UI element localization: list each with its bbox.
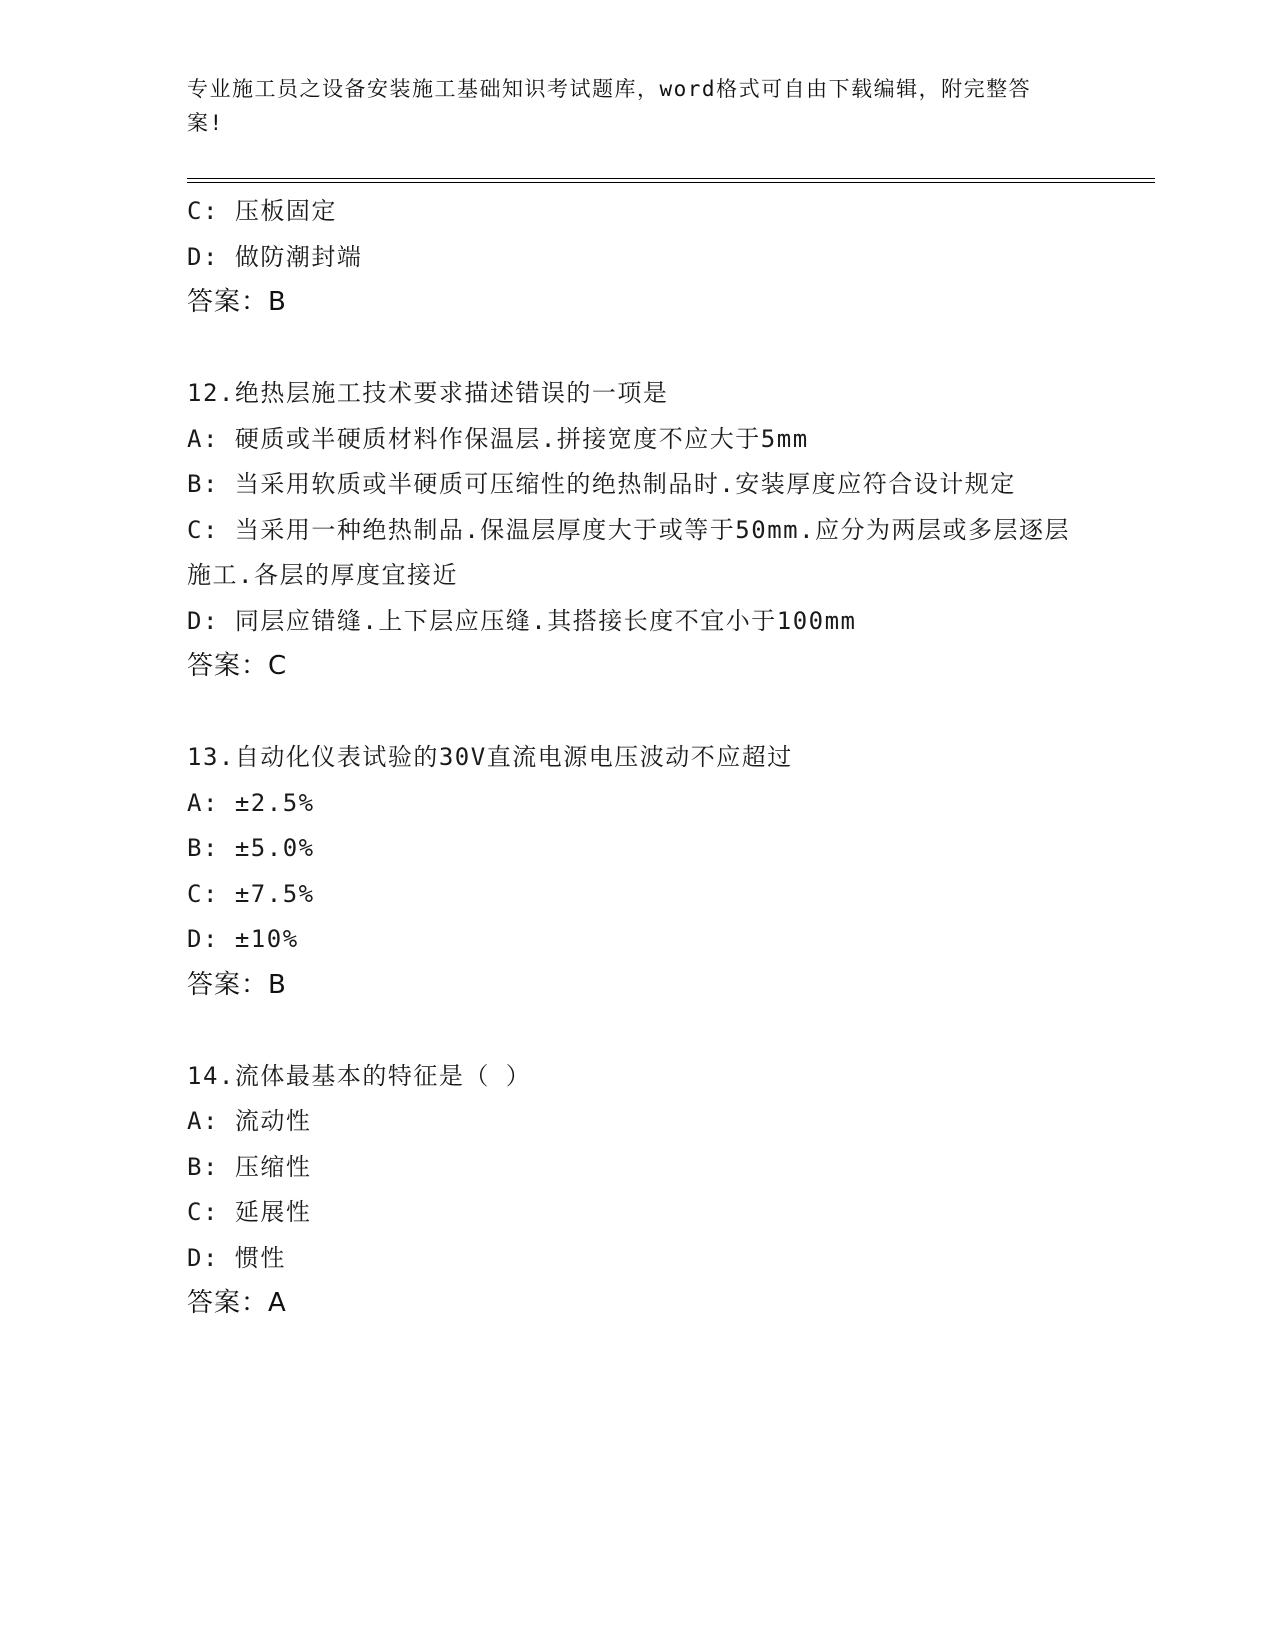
question-13 — [187, 735, 1087, 1008]
question-14 — [187, 1054, 1087, 1327]
answer: 答案：B — [187, 969, 287, 1000]
option-b: B: ±5.0% — [187, 834, 315, 862]
question-text: 14.流体最基本的特征是（ ） — [187, 1061, 532, 1090]
option-a: A: 流动性 — [187, 1107, 312, 1135]
answer: 答案：B — [187, 287, 287, 317]
document-header: 专业施工员之设备安装施工基础知识考试题库，word格式可自由下载编辑，附完整答案! — [187, 77, 1032, 135]
option-c: C: 压板固定 — [187, 197, 337, 225]
spacer — [187, 326, 1087, 372]
option-c: C: 延展性 — [187, 1198, 312, 1226]
answer: 答案：A — [187, 1288, 287, 1318]
option-d: D: ±10% — [187, 925, 299, 953]
option-b: B: 当采用软质或半硬质可压缩性的绝热制品时.安装厚度应符合设计规定 — [187, 470, 1016, 498]
header-rule-top — [187, 178, 1155, 179]
spacer — [187, 690, 1087, 736]
question-list — [187, 189, 1087, 1327]
option-b: B: 压缩性 — [187, 1152, 312, 1181]
option-a: A: ±2.5% — [187, 788, 315, 817]
spacer — [187, 1008, 1087, 1054]
question-11-tail — [187, 189, 1087, 326]
option-c: C: ±7.5% — [187, 879, 315, 908]
option-a: A: 硬质或半硬质材料作保温层.拼接宽度不应大于5mm — [187, 424, 809, 453]
option-d: D: 做防潮封端 — [187, 242, 363, 271]
answer: 答案：C — [187, 651, 288, 681]
question-text: 12.绝热层施工技术要求描述错误的一项是 — [187, 379, 669, 407]
header-rule-bottom — [187, 182, 1155, 183]
option-d: D: 同层应错缝.上下层应压缝.其搭接长度不宜小于100mm — [187, 606, 857, 635]
option-d: D: 惯性 — [187, 1243, 286, 1272]
question-12 — [187, 371, 1087, 690]
question-text: 13.自动化仪表试验的30V直流电源电压波动不应超过 — [187, 743, 793, 771]
option-c: C: 当采用一种绝热制品.保温层厚度大于或等于50mm.应分为两层或多层逐层施工.各层的厚度宜接近 — [187, 515, 1071, 589]
